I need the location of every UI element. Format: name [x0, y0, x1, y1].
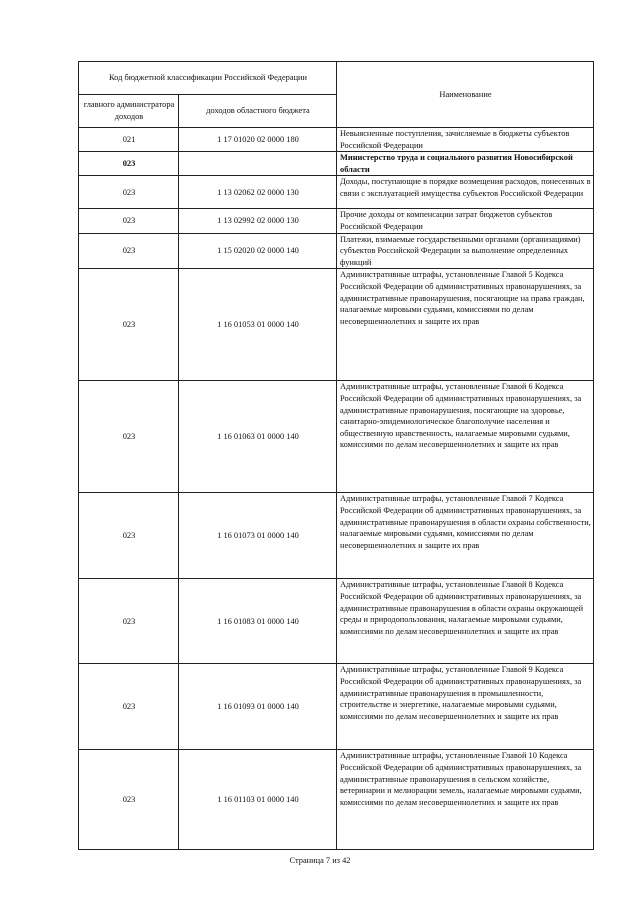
- cell-name: Невыясненные поступления, зачисляемые в бюджеты субъектов Российской Федерации: [337, 128, 594, 152]
- cell-admin-code: 023: [79, 381, 179, 493]
- cell-admin-code: 023: [79, 209, 179, 233]
- page-number: Страница 7 из 42: [289, 856, 351, 865]
- cell-admin-code: 023: [79, 152, 179, 176]
- cell-income-code: 1 16 01053 01 0000 140: [179, 269, 337, 381]
- table-row: [79, 750, 594, 850]
- table-row: [79, 381, 594, 493]
- cell-name: Административные штрафы, установленные Главой 8 Кодекса Российской Федерации об административных правонарушениях, за административные правонарушения в области охраны окружающей среды и природопользования, налагаемые мировыми судьями, комиссиями по делам несовершеннолетних и защите их прав: [337, 579, 594, 664]
- cell-admin-code: 023: [79, 269, 179, 381]
- cell-name: Платежи, взимаемые государственными органами (организациями) субъектов Российской Федерации за выполнение определенных функций: [337, 233, 594, 269]
- cell-admin-code: 023: [79, 579, 179, 664]
- table-row: [79, 233, 594, 269]
- cell-name: Доходы, поступающие в порядке возмещения расходов, понесенных в связи с эксплуатацией имущества субъектов Российской Федерации: [337, 176, 594, 209]
- cell-name: Министерство труда и социального развития Новосибирской области: [337, 152, 594, 176]
- cell-name: Административные штрафы, установленные Главой 7 Кодекса Российской Федерации об административных правонарушениях, за административные правонарушения в области охраны собственности, налагаемые мировыми судьями, комиссиями по делам несовершеннолетних и защите их прав: [337, 493, 594, 579]
- cell-admin-code: 023: [79, 750, 179, 850]
- table-row: [79, 579, 594, 664]
- header-name: Наименование: [337, 62, 594, 128]
- cell-income-code: 1 16 01063 01 0000 140: [179, 381, 337, 493]
- cell-name: Административные штрафы, установленные Главой 6 Кодекса Российской Федерации об административных правонарушениях, за административные правонарушения, посягающие на здоровье, санитарно-эпидемиологическое благополучие населения и общественную нравственность, налагаемые мировыми судьями, комиссиями по делам несовершеннолетних и защите их прав: [337, 381, 594, 493]
- cell-admin-code: 023: [79, 176, 179, 209]
- header-admin: главного администратора доходов: [79, 95, 179, 128]
- cell-income-code: [179, 152, 337, 176]
- cell-income-code: 1 16 01083 01 0000 140: [179, 579, 337, 664]
- cell-admin-code: 023: [79, 664, 179, 750]
- table-body: [79, 128, 594, 850]
- table-row: [79, 269, 594, 381]
- cell-income-code: 1 16 01093 01 0000 140: [179, 664, 337, 750]
- table-row: [79, 493, 594, 579]
- table-row: [79, 176, 594, 209]
- cell-income-code: 1 13 02992 02 0000 130: [179, 209, 337, 233]
- cell-name: Прочие доходы от компенсации затрат бюджетов субъектов Российской Федерации: [337, 209, 594, 233]
- cell-name: Административные штрафы, установленные Главой 9 Кодекса Российской Федерации об административных правонарушениях, за административные правонарушения в промышленности, строительстве и энергетике, налагаемые мировыми судьями, комиссиями по делам несовершеннолетних и защите их прав: [337, 664, 594, 750]
- table-row: [79, 664, 594, 750]
- header-code-group: Код бюджетной классификации Российской Федерации: [79, 62, 337, 95]
- cell-admin-code: 021: [79, 128, 179, 152]
- table-row: [79, 128, 594, 152]
- cell-income-code: 1 13 02062 02 0000 130: [179, 176, 337, 209]
- cell-admin-code: 023: [79, 493, 179, 579]
- cell-admin-code: 023: [79, 233, 179, 269]
- cell-name: Административные штрафы, установленные Главой 10 Кодекса Российской Федерации об административных правонарушениях, за административные правонарушения в сельском хозяйстве, ветеринарии и мелиорации земель, налагаемые мировыми судьями, комиссиями по делам несовершеннолетних и защите их прав: [337, 750, 594, 850]
- cell-income-code: 1 16 01103 01 0000 140: [179, 750, 337, 850]
- budget-classification-table: [78, 61, 594, 850]
- cell-name: Административные штрафы, установленные Главой 5 Кодекса Российской Федерации об административных правонарушениях, за административные правонарушения, посягающие на права граждан, налагаемые мировыми судьями, комиссиями по делам несовершеннолетних и защите их прав: [337, 269, 594, 381]
- table-row: [79, 209, 594, 233]
- cell-income-code: 1 15 02020 02 0000 140: [179, 233, 337, 269]
- table-row: [79, 152, 594, 176]
- header-income: доходов областного бюджета: [179, 95, 337, 128]
- cell-income-code: 1 17 01020 02 0000 180: [179, 128, 337, 152]
- cell-income-code: 1 16 01073 01 0000 140: [179, 493, 337, 579]
